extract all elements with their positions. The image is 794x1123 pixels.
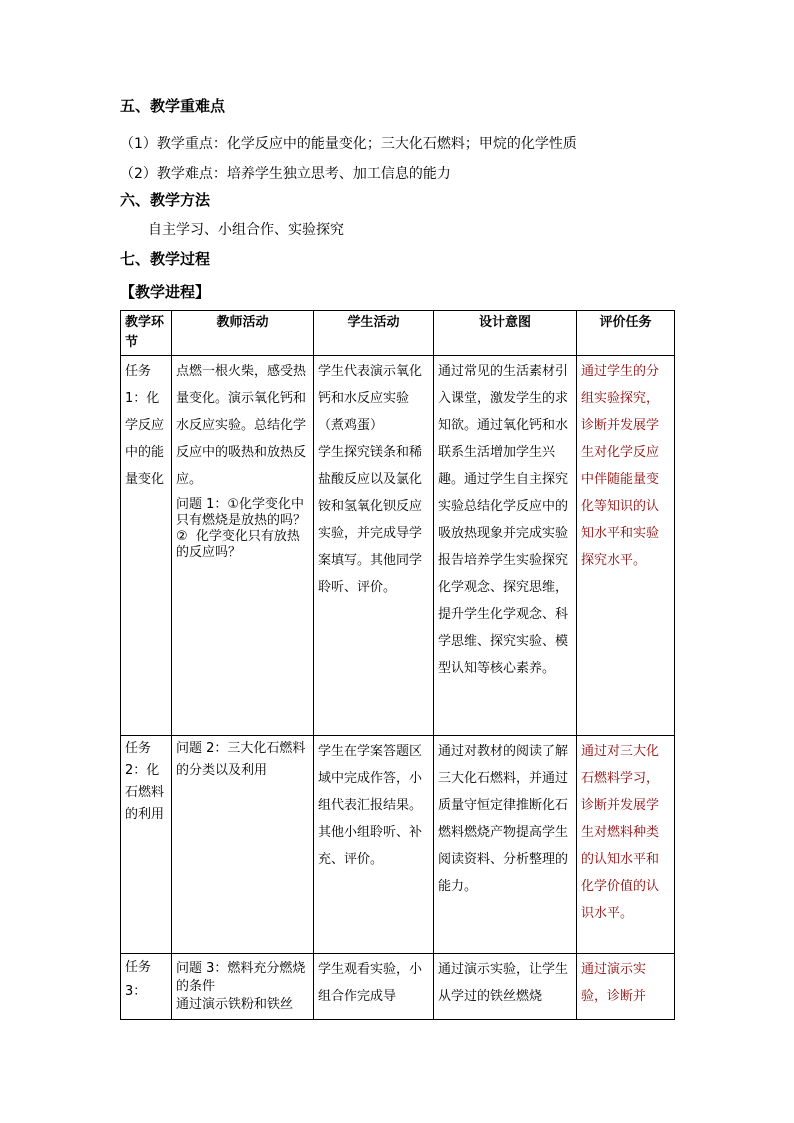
evaluation-cell: 通过对三大化石燃料学习，诊断并发展学生对燃料种类的认知水平和化学价值的认识水平。 (577, 736, 675, 954)
teaching-process-table (120, 310, 675, 1020)
design-cell: 通过常见的生活素材引入课堂，激发学生的求知欲。通过氧化钙和水联系生活增加学生兴趣。通过学生自主探究实验总结化学反应中的吸放热现象并完成实验报告培养学生实验探究化学观念、探究思维，提升学生化学观念、科学思维、探究实验、模型认知等核心素养。 (434, 356, 577, 736)
difficult-points-line: （2）教学难点：培养学生独立思考、加工信息的能力 (120, 166, 451, 182)
stage-cell: 任务1：化学反应中的能量变化 (121, 356, 172, 736)
teacher-cell: 问题 2：三大化石燃料的分类以及利用 (172, 736, 314, 954)
header-teacher: 教师活动 (172, 311, 314, 356)
table-row (121, 954, 675, 1020)
student-cell: 学生代表演示氧化钙和水反应实验（煮鸡蛋） 学生探究镁条和稀盐酸反应以及氯化铵和氢氧化钡反应实验，并完成导学案填写。其他同学聆听、评价。 (314, 356, 434, 736)
table-row (121, 356, 675, 736)
teacher-text-b: 问题 1：①化学变化中只有燃烧是放热的吗？ ② 化学变化只有放热的反应吗？ (176, 497, 307, 560)
table-header-row (121, 311, 675, 356)
teacher-text-a: 点燃一根火柴，感受热量变化。演示氧化钙和水反应实验。总结化学反应中的吸热和放热反应。 (176, 364, 307, 487)
teacher-cell (172, 356, 314, 736)
student-cell: 学生在学案答题区域中完成作答，小组代表汇报结果。 其他小组聆听、补充、评价。 (314, 736, 434, 954)
table-row (121, 736, 675, 954)
design-cell: 通过对教材的阅读了解三大化石燃料，并通过质量守恒定律推断化石燃料燃烧产物提高学生阅读资料、分析整理的能力。 (434, 736, 577, 954)
section5-title: 五、教学重难点 (120, 97, 226, 115)
student-cell: 学生观看实验，小组合作完成导 (314, 954, 434, 1020)
stage-cell: 任务2：化石燃料的利用 (121, 736, 172, 954)
section7-title: 七、教学过程 (120, 250, 211, 268)
header-student: 学生活动 (314, 311, 434, 356)
stage-cell: 任务3： (121, 954, 172, 1020)
header-evaluation: 评价任务 (577, 311, 675, 356)
teaching-methods-line: 自主学习、小组合作、实验探究 (148, 222, 344, 238)
header-design: 设计意图 (434, 311, 577, 356)
design-cell: 通过演示实验，让学生从学过的铁丝燃烧 (434, 954, 577, 1020)
evaluation-cell: 通过演示实验，诊断并 (577, 954, 675, 1020)
header-stage: 教学环节 (121, 311, 172, 356)
process-subtitle: 【教学进程】 (120, 283, 211, 301)
evaluation-cell: 通过学生的分组实验探究，诊断并发展学生对化学反应中伴随能量变化等知识的认知水平和实验探究水平。 (577, 356, 675, 736)
teacher-cell: 问题 3：燃料充分燃烧的条件 通过演示铁粉和铁丝 (172, 954, 314, 1020)
section6-title: 六、教学方法 (120, 191, 211, 209)
key-points-line: （1）教学重点：化学反应中的能量变化；三大化石燃料；甲烷的化学性质 (120, 136, 577, 152)
